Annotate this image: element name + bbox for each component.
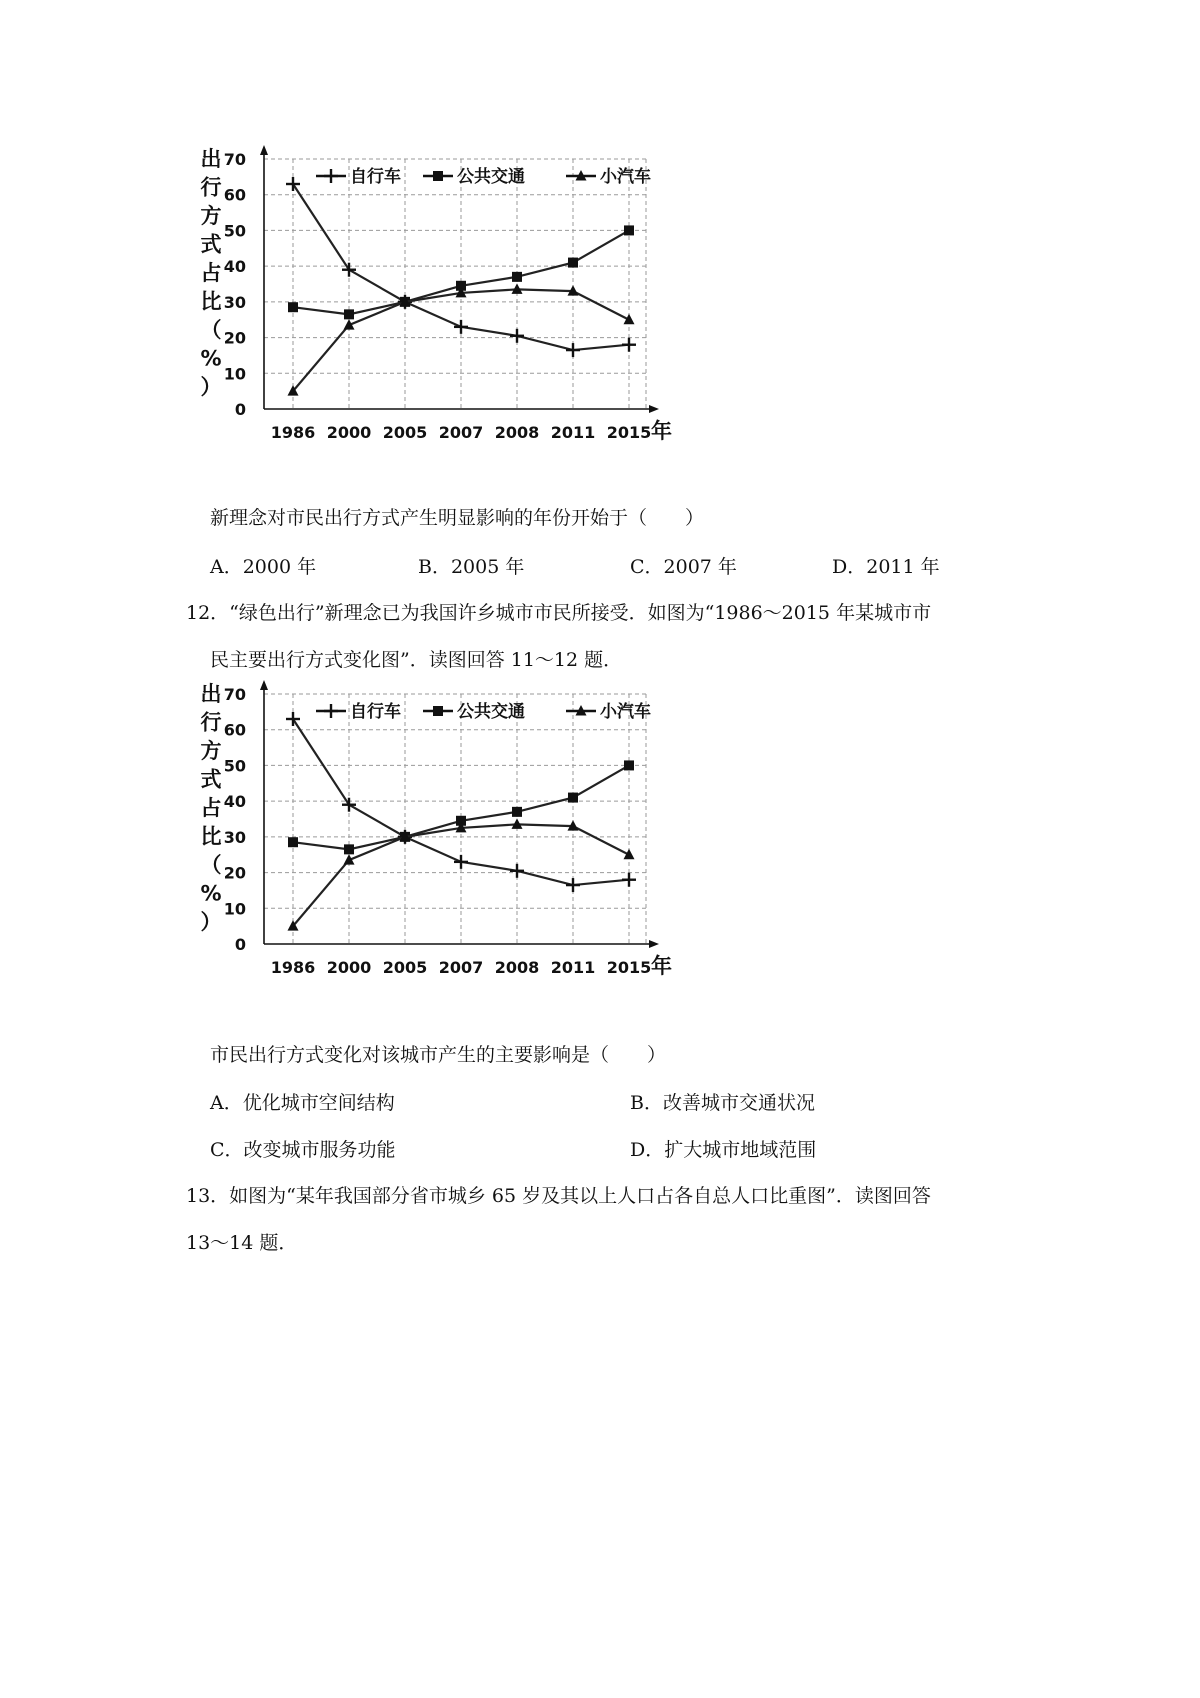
legend-label-0: 自行车 — [350, 167, 401, 187]
series-1-point-4 — [512, 807, 522, 817]
question-12-option-b: B．改善城市交通状况 — [630, 1092, 815, 1114]
series-0-point-1 — [342, 798, 356, 812]
x-tick-label-2: 2005 — [382, 423, 428, 442]
x-axis-unit: 年 — [651, 954, 672, 978]
y-tick-label-7: 70 — [223, 685, 246, 704]
y-tick-label-1: 10 — [223, 899, 246, 919]
legend-label-0: 自行车 — [350, 702, 401, 722]
legend-marker-0 — [324, 169, 338, 183]
y-axis-label-char-4: 占 — [200, 261, 222, 285]
series-0-point-6 — [622, 873, 636, 887]
chart-travel-mode-1 — [0, 140, 1200, 470]
y-axis-label-char-1: 行 — [200, 710, 222, 735]
y-tick-label-6: 60 — [223, 185, 246, 205]
question-12-intro-line1: 12．“绿色出行”新理念已为我国许乡城市市民所接受．如图为“1986～2015 年某城市市 — [186, 602, 932, 624]
x-tick-label-6: 2015 — [606, 958, 652, 977]
x-axis-unit: 年 — [651, 419, 672, 443]
y-tick-label-2: 20 — [223, 863, 246, 883]
question-12-option-a: A．优化城市空间结构 — [210, 1092, 395, 1114]
y-tick-label-0: 0 — [234, 935, 246, 954]
x-axis-arrow — [649, 405, 659, 413]
y-axis-label-char-2: 方 — [200, 204, 222, 228]
series-0-point-5 — [566, 343, 580, 357]
legend-label-2: 小汽车 — [600, 702, 651, 722]
x-tick-label-0: 1986 — [270, 423, 316, 442]
question-11-option-d: D．2011 年 — [832, 556, 940, 578]
x-tick-label-3: 2007 — [438, 958, 484, 977]
question-12-option-c: C．改变城市服务功能 — [210, 1139, 396, 1161]
y-axis-label-char-2: 方 — [200, 739, 222, 763]
series-1-point-5 — [568, 793, 578, 803]
y-axis-label-char-7: % — [200, 346, 222, 371]
y-axis-label-char-7: % — [200, 881, 222, 906]
y-axis-label-char-6: （ — [200, 318, 222, 342]
x-tick-label-1: 2000 — [326, 958, 372, 977]
series-0-point-4 — [510, 864, 524, 878]
y-tick-label-6: 60 — [223, 720, 246, 740]
y-tick-label-2: 20 — [223, 328, 246, 348]
legend-label-1: 公共交通 — [457, 167, 525, 187]
series-1-point-5 — [568, 258, 578, 268]
series-1-point-1 — [344, 309, 354, 319]
series-0-point-4 — [510, 329, 524, 343]
series-1-point-0 — [288, 302, 298, 312]
x-tick-label-5: 2011 — [550, 958, 596, 977]
y-axis-label-char-1: 行 — [200, 175, 222, 200]
question-13-intro-line1: 13．如图为“某年我国部分省市城乡 65 岁及其以上人口占各自总人口比重图”．读图回答 — [186, 1185, 931, 1207]
y-tick-label-0: 0 — [234, 400, 246, 419]
y-tick-label-3: 30 — [223, 827, 246, 847]
legend-marker-1 — [433, 706, 443, 716]
y-tick-label-4: 40 — [223, 257, 246, 277]
series-line-2 — [293, 824, 629, 926]
y-axis-label-char-6: （ — [200, 853, 222, 877]
series-0-point-5 — [566, 878, 580, 892]
y-tick-label-5: 50 — [223, 756, 246, 776]
chart-travel-mode-2 — [0, 675, 1200, 1005]
x-tick-label-0: 1986 — [270, 958, 316, 977]
series-0-point-1 — [342, 263, 356, 277]
y-axis-label-char-0: 出 — [200, 682, 222, 706]
series-line-2 — [293, 289, 629, 391]
x-axis-arrow — [649, 940, 659, 948]
question-12-stem: 市民出行方式变化对该城市产生的主要影响是（ ） — [210, 1044, 667, 1066]
legend-marker-0 — [324, 704, 338, 718]
series-1-point-0 — [288, 837, 298, 847]
series-0-point-3 — [454, 320, 468, 334]
series-0-point-0 — [286, 177, 300, 191]
question-11-option-b: B．2005 年 — [418, 556, 525, 578]
y-axis-label-char-3: 式 — [200, 232, 222, 257]
series-1-point-1 — [344, 844, 354, 854]
y-axis-label-char-4: 占 — [200, 796, 222, 820]
y-axis-label-char-3: 式 — [200, 767, 222, 792]
question-11-option-c: C．2007 年 — [630, 556, 737, 578]
x-tick-label-4: 2008 — [494, 423, 540, 442]
x-tick-label-6: 2015 — [606, 423, 652, 442]
series-1-point-4 — [512, 272, 522, 282]
y-axis-label-char-8: ） — [200, 910, 222, 934]
question-13-intro-line2: 13～14 题． — [186, 1232, 298, 1254]
legend-label-1: 公共交通 — [457, 702, 525, 722]
y-tick-label-1: 10 — [223, 364, 246, 384]
x-tick-label-3: 2007 — [438, 423, 484, 442]
legend-label-2: 小汽车 — [600, 167, 651, 187]
question-11-stem: 新理念对市民出行方式产生明显影响的年份开始于（ ） — [210, 507, 705, 529]
y-axis-label-char-5: 比 — [200, 824, 222, 849]
series-0-point-3 — [454, 855, 468, 869]
y-tick-label-5: 50 — [223, 221, 246, 241]
x-tick-label-5: 2011 — [550, 423, 596, 442]
x-tick-label-1: 2000 — [326, 423, 372, 442]
y-axis-label-char-5: 比 — [200, 289, 222, 314]
question-12-option-d: D．扩大城市地域范围 — [630, 1139, 817, 1161]
y-axis-label-char-0: 出 — [200, 147, 222, 171]
y-axis-label-char-8: ） — [200, 375, 222, 399]
series-1-point-6 — [624, 760, 634, 770]
question-11-option-a: A．2000 年 — [210, 556, 317, 578]
legend-marker-1 — [433, 171, 443, 181]
question-12-intro-line2: 民主要出行方式变化图”．读图回答 11～12 题． — [210, 649, 623, 671]
y-axis-arrow — [260, 680, 268, 690]
y-tick-label-4: 40 — [223, 792, 246, 812]
series-0-point-0 — [286, 712, 300, 726]
series-0-point-6 — [622, 338, 636, 352]
y-tick-label-7: 70 — [223, 150, 246, 169]
y-axis-arrow — [260, 145, 268, 155]
series-1-point-6 — [624, 225, 634, 235]
x-tick-label-2: 2005 — [382, 958, 428, 977]
x-tick-label-4: 2008 — [494, 958, 540, 977]
y-tick-label-3: 30 — [223, 292, 246, 312]
